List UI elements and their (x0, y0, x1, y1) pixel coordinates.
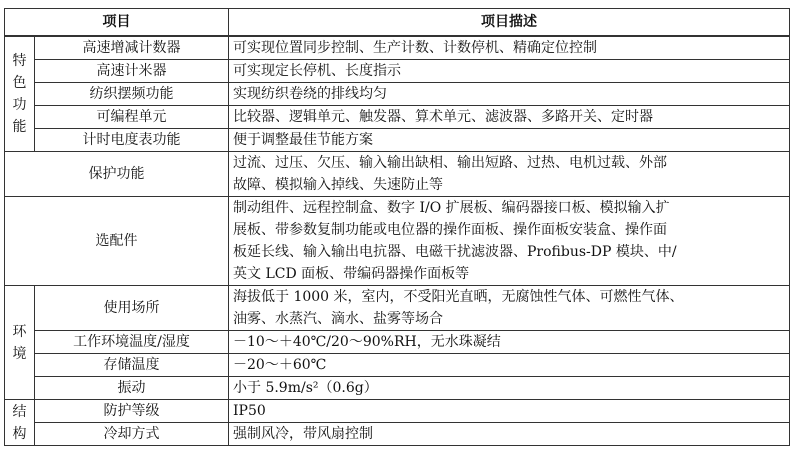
row-description-options: 制动组件、远程控制盒、数字 I/O 扩展板、编码器接口板、模拟输入扩 展板、带参数复制功能或电位器的操作面板、操作面板安装盒、操作面 板延长线、输入输出电抗器、电磁干扰滤波器、Profibus-DP 模块、中/ 英文 LCD 面板、带编码器操作面板等 (229, 197, 790, 286)
row-item: 冷却方式 (35, 423, 229, 446)
header-row (5, 9, 790, 37)
spec-table (4, 8, 790, 446)
table-row (5, 152, 790, 197)
header-description: 项目描述 (229, 9, 790, 37)
table-row (5, 83, 790, 106)
row-item: 计时电度表功能 (35, 129, 229, 152)
table-row (5, 129, 790, 152)
row-item: 振动 (35, 377, 229, 400)
row-item: 高速计米器 (35, 60, 229, 83)
row-item: 使用场所 (35, 286, 229, 331)
row-item: 纺织摆频功能 (35, 83, 229, 106)
table-row (5, 331, 790, 354)
group-label-features: 特 色 功 能 (5, 36, 35, 152)
group-label-structure: 结 构 (5, 400, 35, 446)
row-description: IP50 (229, 400, 790, 423)
row-description: －10～＋40℃/20～90%RH，无水珠凝结 (229, 331, 790, 354)
row-description: 便于调整最佳节能方案 (229, 129, 790, 152)
table-row (5, 354, 790, 377)
row-description: 可实现定长停机、长度指示 (229, 60, 790, 83)
row-description: －20～＋60℃ (229, 354, 790, 377)
row-item: 工作环境温度/湿度 (35, 331, 229, 354)
row-item: 可编程单元 (35, 106, 229, 129)
table-row (5, 400, 790, 423)
row-description: 实现纺织卷绕的排线均匀 (229, 83, 790, 106)
table-row (5, 197, 790, 286)
group-label-environment: 环 境 (5, 286, 35, 400)
row-description-protection: 过流、过压、欠压、输入输出缺相、输出短路、过热、电机过载、外部 故障、模拟输入掉线、失速防止等 (229, 152, 790, 197)
table-row (5, 36, 790, 60)
row-item: 防护等级 (35, 400, 229, 423)
row-description: 海拔低于 1000 米，室内，不受阳光直晒，无腐蚀性气体、可燃性气体、 油雾、水蒸汽、滴水、盐雾等场合 (229, 286, 790, 331)
row-item: 存储温度 (35, 354, 229, 377)
row-item-options: 选配件 (5, 197, 229, 286)
table-row (5, 106, 790, 129)
table-row (5, 60, 790, 83)
header-item: 项目 (5, 9, 229, 37)
row-description: 小于 5.9m/s²（0.6g） (229, 377, 790, 400)
table-row (5, 423, 790, 446)
row-description: 可实现位置同步控制、生产计数、计数停机、精确定位控制 (229, 36, 790, 60)
row-description: 比较器、逻辑单元、触发器、算术单元、滤波器、多路开关、定时器 (229, 106, 790, 129)
row-item-protection: 保护功能 (5, 152, 229, 197)
row-item: 高速增减计数器 (35, 36, 229, 60)
table-row (5, 286, 790, 331)
table-row (5, 377, 790, 400)
row-description: 强制风冷，带风扇控制 (229, 423, 790, 446)
